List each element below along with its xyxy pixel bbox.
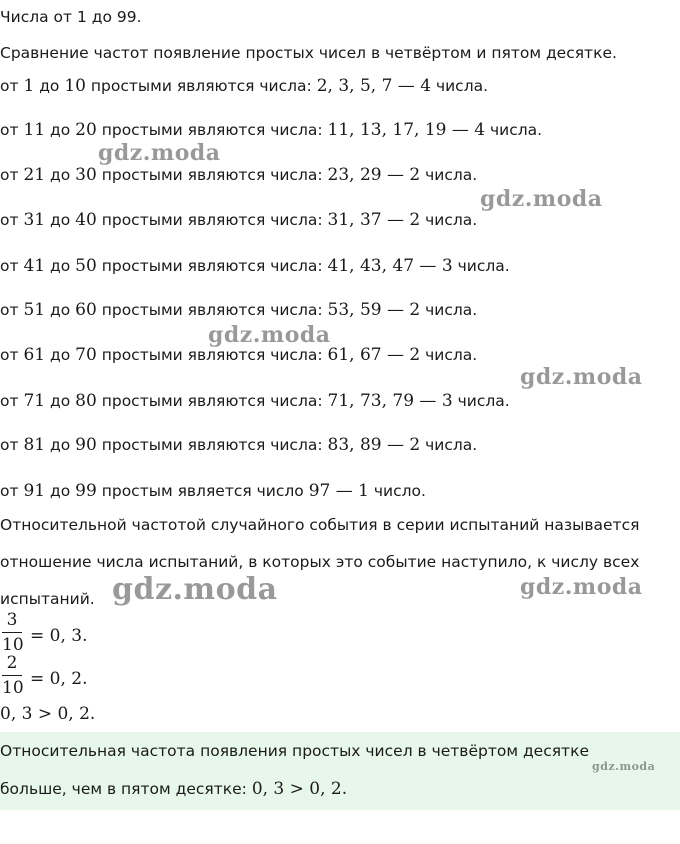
- comparison: 0, 3 > 0, 2.: [0, 704, 96, 724]
- watermark: gdz.moda: [520, 574, 643, 600]
- fraction-denominator: 10: [2, 635, 24, 655]
- definition-line-3: испытаний.: [0, 590, 95, 608]
- prime-range-line: от 41 до 50 простыми являются числа: 41, 43, 47 — 3 числа.: [0, 256, 510, 276]
- prime-range-line: от 1 до 10 простыми являются числа: 2, 3, 5, 7 — 4 числа.: [0, 76, 489, 96]
- prime-range-line: от 31 до 40 простыми являются числа: 31, 37 — 2 числа.: [0, 210, 478, 230]
- prime-range-line: от 91 до 99 простым является число 97 — 1 число.: [0, 481, 426, 501]
- definition-line-1: Относительной частотой случайного события в серии испытаний называется: [0, 516, 640, 534]
- prime-range-line: от 81 до 90 простыми являются числа: 83, 89 — 2 числа.: [0, 435, 478, 455]
- prime-range-line: от 51 до 60 простыми являются числа: 53, 59 — 2 числа.: [0, 300, 478, 320]
- prime-range-line: от 71 до 80 простыми являются числа: 71, 73, 79 — 3 числа.: [0, 391, 510, 411]
- watermark: gdz.moda: [208, 322, 331, 348]
- heading: Числа от 1 до 99.: [0, 8, 142, 26]
- conclusion-box: [0, 732, 680, 810]
- fraction-3-10: [2, 610, 22, 655]
- watermark: gdz.moda: [520, 364, 643, 390]
- watermark: gdz.moda: [480, 186, 603, 212]
- watermark: gdz.moda: [98, 140, 221, 166]
- conclusion-line-1: Относительная частота появления простых чисел в четвёртом десятке: [0, 742, 589, 760]
- fraction-2-10: [2, 653, 22, 698]
- definition-line-2: отношение числа испытаний, в которых это событие наступило, к числу всех: [0, 553, 640, 571]
- fraction-numerator: 3: [6, 610, 18, 630]
- watermark: gdz.moda: [592, 760, 656, 773]
- watermark: gdz.moda: [112, 572, 278, 607]
- subheading: Сравнение частот появление простых чисел в четвёртом и пятом десятке.: [0, 44, 617, 62]
- prime-range-line: от 61 до 70 простыми являются числа: 61, 67 — 2 числа.: [0, 345, 478, 365]
- fraction-result: = 0, 3.: [30, 626, 88, 646]
- fraction-result: = 0, 2.: [30, 669, 88, 689]
- conclusion-line-2: больше, чем в пятом десятке: 0, 3 > 0, 2.: [0, 779, 348, 799]
- prime-range-line: от 11 до 20 простыми являются числа: 11, 13, 17, 19 — 4 числа.: [0, 120, 543, 140]
- prime-range-line: от 21 до 30 простыми являются числа: 23, 29 — 2 числа.: [0, 165, 478, 185]
- fraction-numerator: 2: [6, 653, 18, 673]
- fraction-denominator: 10: [2, 678, 24, 698]
